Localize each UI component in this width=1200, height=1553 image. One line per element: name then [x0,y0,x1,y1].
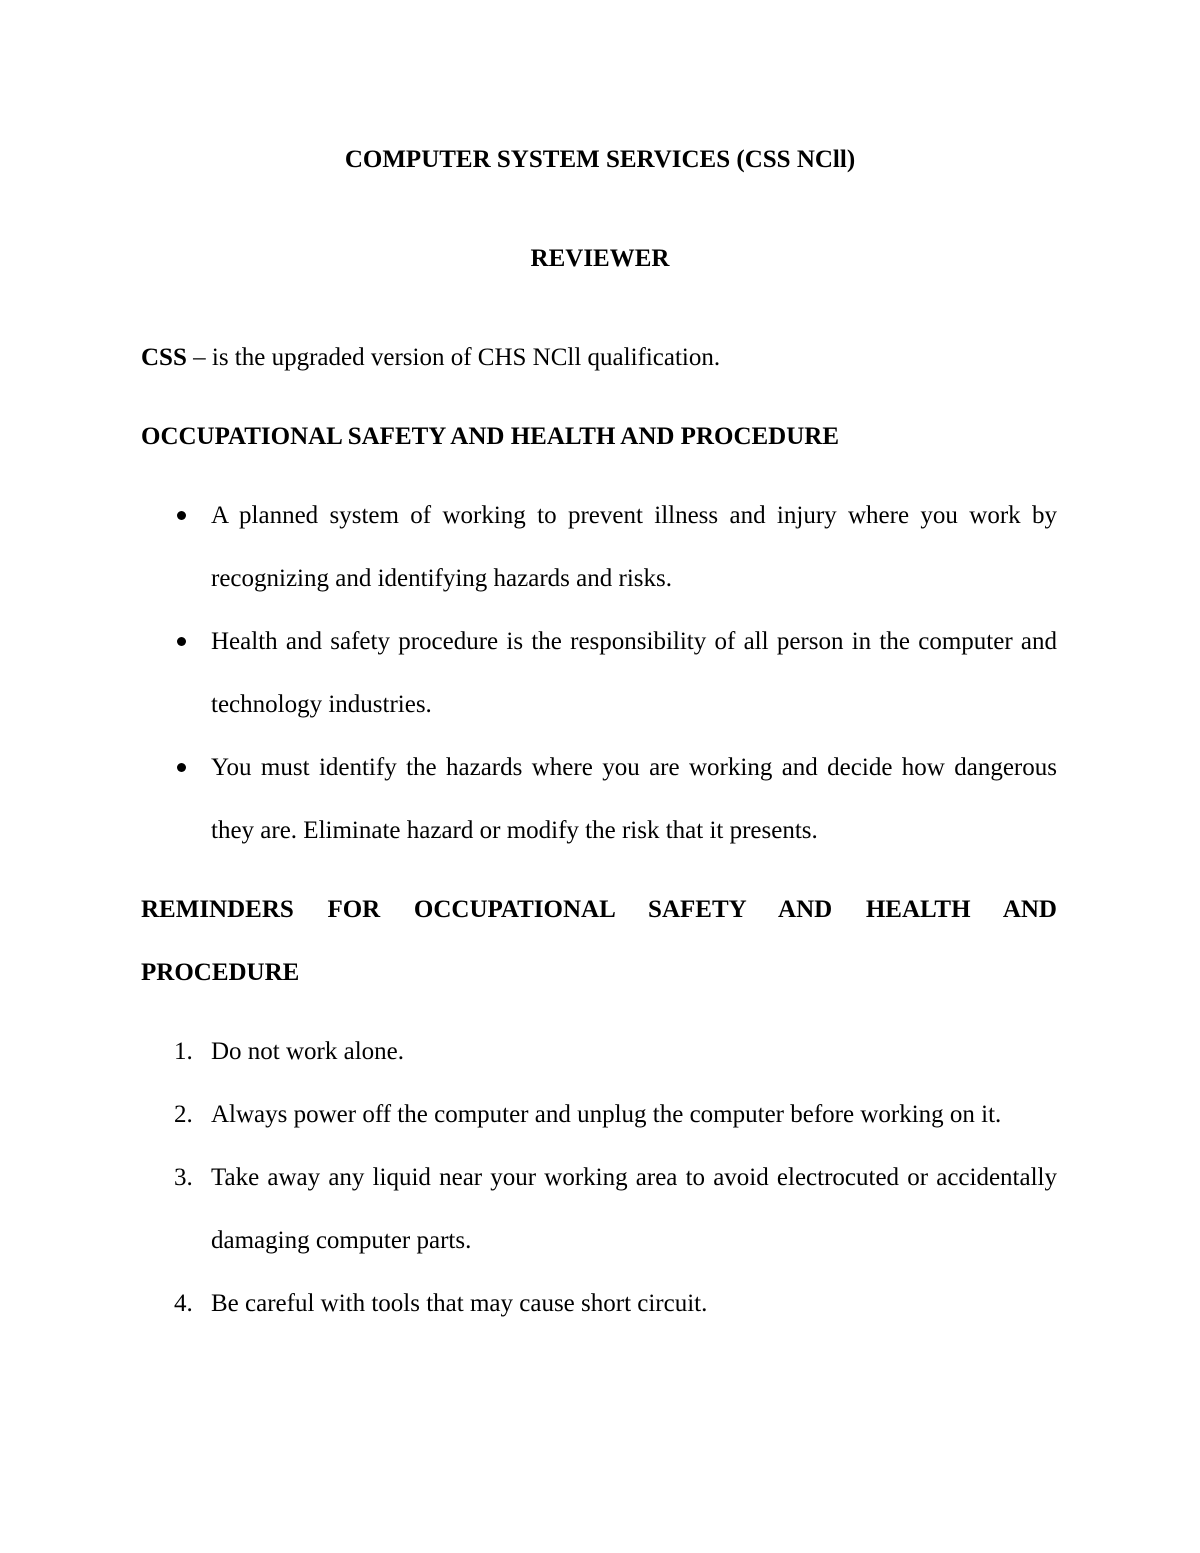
list-item [141,484,1057,610]
list-item [141,1272,1057,1335]
section-heading-safety: OCCUPATIONAL SAFETY AND HEALTH AND PROCEDURE [141,423,840,450]
definition-term: CSS [141,344,187,371]
list-item-text: Take away any liquid near your working area to avoid electrocuted or accidentally damaging computer parts. [211,1164,1057,1254]
list-item [141,1083,1057,1146]
bullet-icon [177,637,186,646]
list-item-number: 4. [174,1290,193,1317]
list-item [141,610,1057,736]
list-item-number: 2. [174,1101,193,1128]
list-item-number: 3. [174,1164,193,1191]
list-item-text: Do not work alone. [211,1038,405,1065]
list-item-number: 1. [174,1038,193,1065]
list-item-text: Be careful with tools that may cause short circuit. [211,1290,708,1317]
list-item [141,736,1057,862]
safety-bullet-list [141,484,1057,862]
section-heading-reminders: REMINDERS FOR OCCUPATIONAL SAFETY AND HEALTH AND PROCEDURE [141,896,1057,986]
reminders-numbered-list [141,1020,1057,1335]
list-item-text: Health and safety procedure is the responsibility of all person in the computer and technology industries. [211,628,1057,718]
definition-paragraph [141,343,720,373]
document-title: COMPUTER SYSTEM SERVICES (CSS NCll) [344,146,856,173]
bullet-icon [177,511,186,520]
list-item [141,1146,1057,1272]
definition-text: – is the upgraded version of CHS NCll qualification. [186,344,721,371]
list-item-text: A planned system of working to prevent illness and injury where you work by recognizing and identifying hazards and risks. [211,502,1057,592]
document-subtitle: REVIEWER [530,245,670,272]
list-item-text: Always power off the computer and unplug the computer before working on it. [211,1101,1002,1128]
list-item [141,1020,1057,1083]
list-item-text: You must identify the hazards where you are working and decide how dangerous they are. Eliminate hazard or modify the risk that it presents. [211,754,1057,844]
bullet-icon [177,763,186,772]
